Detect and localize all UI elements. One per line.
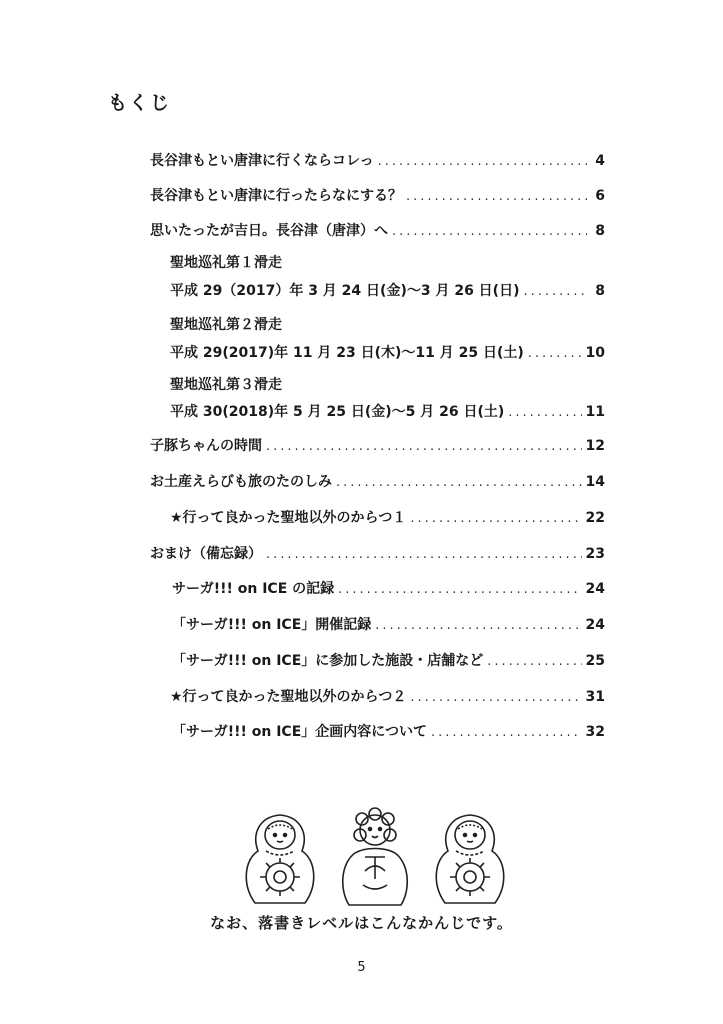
toc-entry-text: ★行って良かった聖地以外のからつ１ [170, 510, 407, 526]
toc-entry-12[interactable] [172, 614, 605, 634]
leader-dots [406, 189, 587, 204]
toc-entry-text: ★行って良かった聖地以外のからつ２ [170, 689, 407, 705]
matryoshka-doll-left-icon [246, 815, 313, 903]
toc-entry-text: おまけ（備忘録） [150, 546, 262, 562]
toc-entry-text: 長谷津もとい唐津に行ったらなにする？ [150, 188, 402, 204]
toc-entry-text: 平成 29（2017）年 3 月 24 日(金)～3 月 26 日(日) [170, 283, 520, 299]
toc-entry-9[interactable] [170, 507, 605, 527]
toc-entry-14[interactable] [170, 686, 605, 706]
toc-entry-page: 32 [585, 724, 605, 740]
toc-entry-11[interactable] [172, 578, 605, 598]
toc-entry-page: 24 [585, 617, 605, 633]
leader-dots [266, 547, 582, 562]
toc-entry-text: 子豚ちゃんの時間 [150, 438, 262, 454]
toc-entry-15[interactable] [172, 721, 605, 741]
leader-dots [338, 582, 581, 597]
toc-entry-page: 10 [585, 345, 605, 361]
toc-entry-page: 22 [585, 510, 605, 526]
toc-entry-page: 8 [595, 223, 605, 239]
toc-entry-page: 11 [585, 404, 605, 420]
toc-entry-page: 4 [595, 153, 605, 169]
toc-entry-4[interactable] [170, 280, 605, 300]
toc-entry-page: 8 [595, 283, 605, 299]
toc-entry-6[interactable] [170, 401, 605, 421]
toc-entry-page: 6 [595, 188, 605, 204]
toc-entry-page: 24 [585, 581, 605, 597]
toc-entry-text: 平成 30(2018)年 5 月 25 日(金)～5 月 26 日(土) [170, 404, 505, 420]
leader-dots [528, 346, 582, 361]
toc-entry-page: 31 [585, 689, 605, 705]
doodle-illustration [240, 805, 510, 910]
toc-subheading-2: 聖地巡礼第２滑走 [170, 317, 282, 333]
leader-dots [266, 439, 582, 454]
leader-dots [487, 654, 581, 669]
leader-dots [523, 284, 587, 299]
toc-entry-text: 「サーガ!!! on ICE」企画内容について [172, 724, 427, 740]
leader-dots [336, 475, 582, 490]
toc-subheading-1: 聖地巡礼第１滑走 [170, 255, 282, 271]
toc-entry-text: 平成 29(2017)年 11 月 23 日(木)～11 月 25 日(土) [170, 345, 524, 361]
toc-entry-5[interactable] [170, 342, 605, 362]
toc-entry-10[interactable] [150, 543, 605, 563]
toc-entry-text: 長谷津もとい唐津に行くならコレっ [150, 153, 374, 169]
leader-dots [375, 618, 581, 633]
toc-entry-2[interactable] [150, 185, 605, 205]
toc-entry-text: 「サーガ!!! on ICE」開催記録 [172, 617, 372, 633]
toc-entry-3[interactable] [150, 220, 605, 240]
toc-entry-7[interactable] [150, 435, 605, 455]
toc-entry-text: サーガ!!! on ICE の記録 [172, 581, 335, 597]
toc-entry-13[interactable] [172, 650, 605, 670]
matryoshka-doll-right-icon [436, 815, 503, 903]
leader-dots [392, 224, 587, 239]
toc-entry-page: 14 [585, 474, 605, 490]
leader-dots [508, 405, 581, 420]
leader-dots [378, 154, 587, 169]
toc-entry-page: 23 [585, 546, 605, 562]
toc-entry-text: 思いたったが吉日。長谷津（唐津）へ [150, 223, 388, 239]
poodle-doll-icon [343, 808, 408, 905]
toc-entry-page: 25 [585, 653, 605, 669]
leader-dots [431, 725, 582, 740]
page-title: もくじ [108, 92, 172, 114]
leader-dots [410, 690, 581, 705]
leader-dots [410, 511, 581, 526]
toc-subheading-3: 聖地巡礼第３滑走 [170, 377, 282, 393]
toc-entry-text: お土産えらびも旅のたのしみ [150, 474, 332, 490]
toc-entry-1[interactable] [150, 150, 605, 170]
toc-entry-text: 「サーガ!!! on ICE」に参加した施設・店舗など [172, 653, 484, 669]
illustration-caption: なお、落書きレベルはこんなかんじです。 [210, 914, 513, 932]
page-number: 5 [357, 960, 366, 975]
toc-entry-8[interactable] [150, 471, 605, 491]
toc-entry-page: 12 [585, 438, 605, 454]
